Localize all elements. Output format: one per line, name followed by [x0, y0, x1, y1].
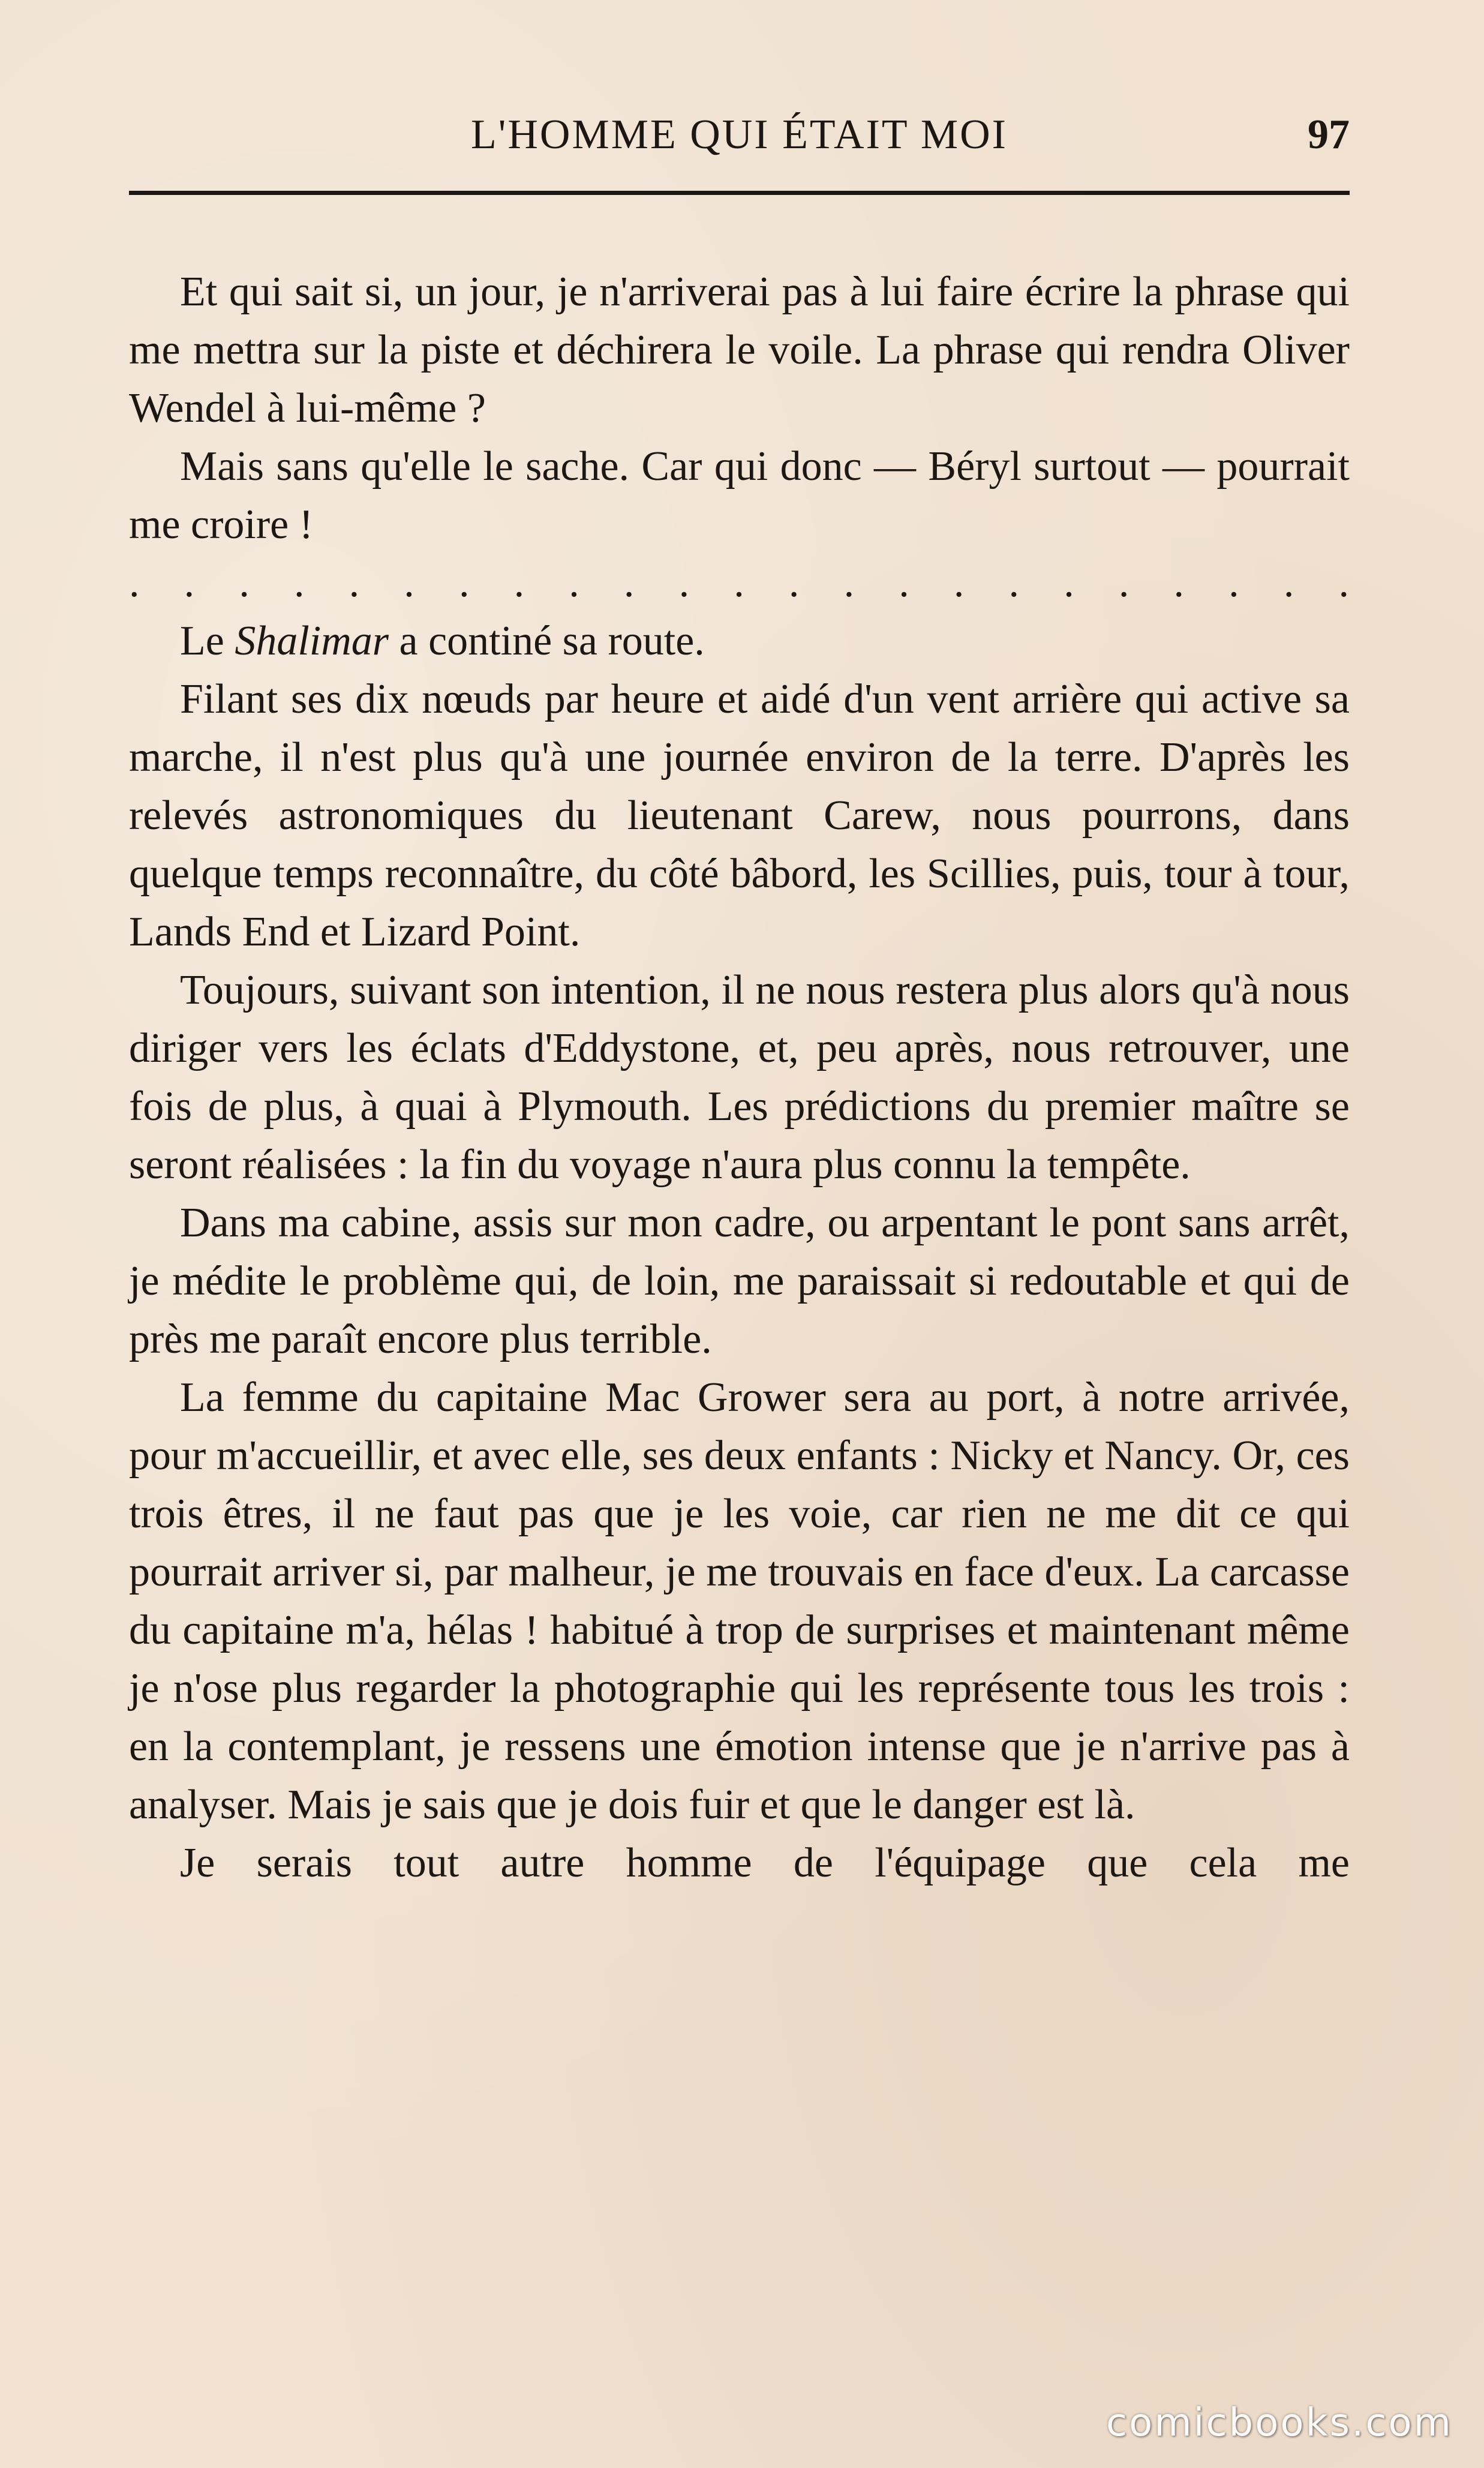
paragraph: Toujours, suivant son intention, il ne nous restera plus alors qu'à nous diriger vers les éclats d'Eddystone, et, peu après, nous retrouver, une fois de plus, à quai à Plymouth. Les prédictions du premier maître se seront réalisées : la fin du voyage n'aura plus connu la tempête.: [129, 967, 1350, 1188]
paragraph: Filant ses dix nœuds par heure et aidé d'un vent arrière qui active sa marche, il n'est plus qu'à une journée environ de la terre. D'après les relevés astronomiques du lieutenant Carew, nous pourrons, dans quelque temps reconnaître, du côté bâbord, les Scillies, puis, tour à tour, Lands End et Lizard Point.: [129, 676, 1350, 955]
page-number: 97: [1308, 112, 1350, 158]
body-text: [129, 263, 1350, 1892]
paragraph: La femme du capitaine Mac Grower sera au port, à notre arrivée, pour m'accueillir, et avec elle, ses deux enfants : Nicky et Nancy. Or, ces trois êtres, il ne faut pas que je les voie, car rien ne me dit ce qui pourrait arriver si, par malheur, je me trouvais en face d'eux. La carcasse du capitaine m'a, hélas ! habitué à trop de surprises et maintenant même je n'ose plus regarder la photographie qui les représente tous les trois : en la contemplant, je ressens une émotion intense que je n'arrive pas à analyser. Mais je sais que je dois fuir et que le danger est là.: [129, 1374, 1350, 1828]
section-separator: [129, 554, 1350, 612]
paragraph: Et qui sait si, un jour, je n'arriverai pas à lui faire écrire la phrase qui me mettra sur la piste et déchirera le voile. La phrase qui rendra Oliver Wendel à lui-même ?: [129, 269, 1350, 431]
running-head: [129, 102, 1350, 168]
paragraph-lead: Le: [180, 618, 235, 664]
paragraph: [129, 612, 1350, 670]
header-rule: [129, 191, 1350, 195]
paragraph: Dans ma cabine, assis sur mon cadre, ou arpentant le pont sans arrêt, je médite le problème qui, de loin, me paraissait si redoutable et qui de près me paraît encore plus terrible.: [129, 1200, 1350, 1362]
paragraph-rest: a continé sa route.: [389, 618, 705, 664]
separator-dots: . . . . . . . . . . . . . . . . . . . . . . .: [129, 560, 1350, 606]
ship-name: Shalimar: [235, 618, 389, 664]
paragraph: Je serais tout autre homme de l'équipage que cela me: [180, 1840, 1350, 1886]
watermark: comicbooks.com: [1106, 2401, 1453, 2445]
paragraph: Mais sans qu'elle le sache. Car qui donc — Béryl surtout — pourrait me croire !: [129, 443, 1350, 548]
running-title: L'HOMME QUI ÉTAIT MOI: [470, 112, 1008, 158]
